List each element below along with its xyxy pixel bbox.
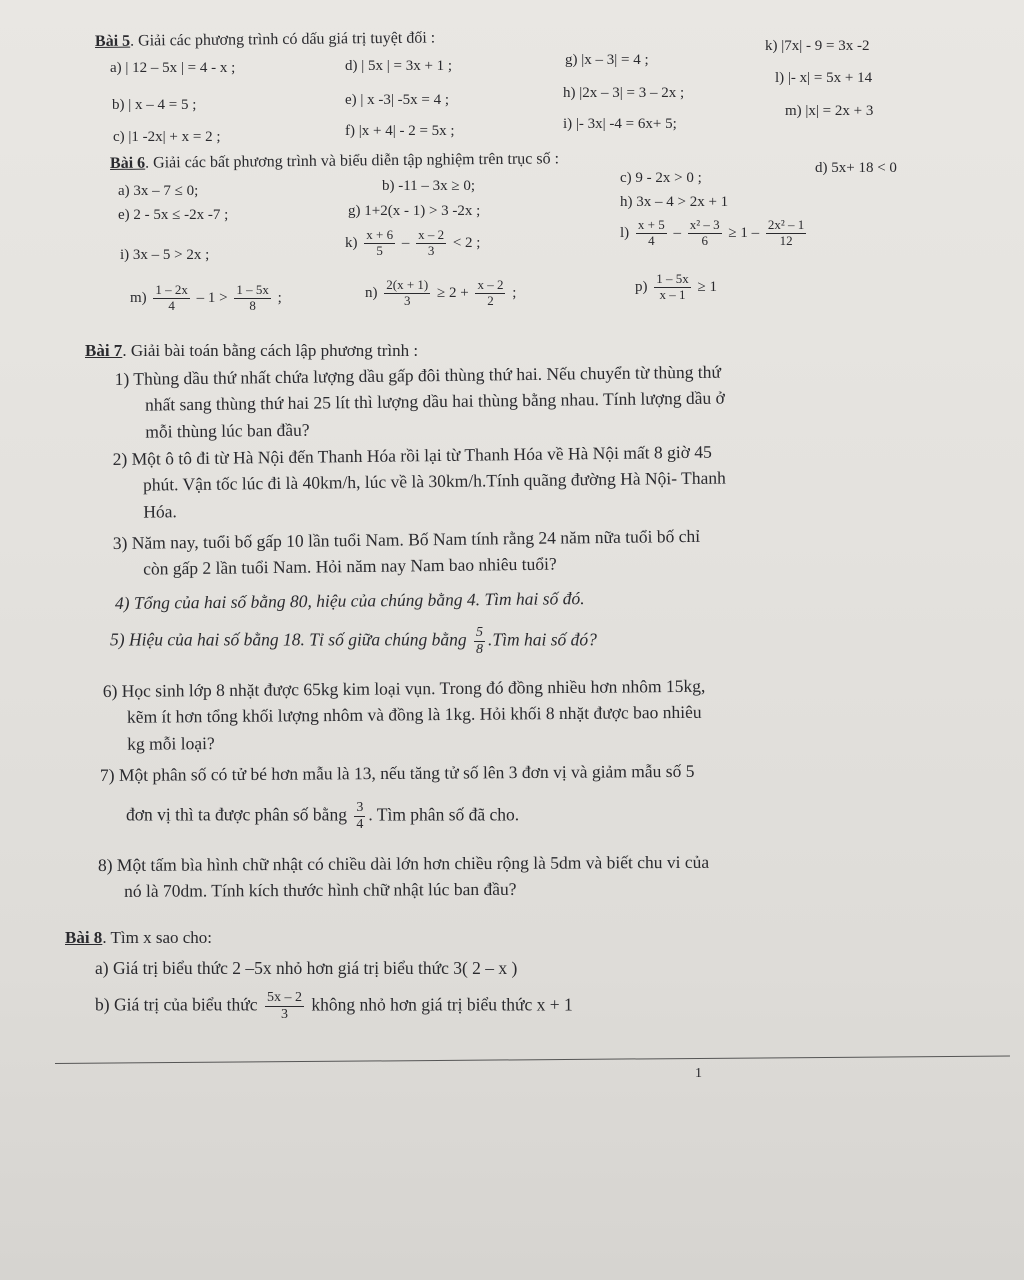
- bai8-item-a: a) Giá trị biểu thức 2 –5x nhỏ hơn giá trị biểu thức 3( 2 – x ): [95, 958, 518, 978]
- bai6-m-suffix: ;: [277, 289, 282, 306]
- frac-den: 3: [404, 292, 411, 308]
- bai6-item-b: b) -11 – 3x ≥ 0;: [382, 178, 476, 194]
- bai6-label: Bài 6: [109, 154, 146, 172]
- frac-den: 5: [376, 242, 383, 258]
- bai5-item-f: f) |x + 4| - 2 = 5x ;: [345, 123, 455, 139]
- bai6-item-a: a) 3x – 7 ≤ 0;: [118, 183, 199, 199]
- bai5-label: Bài 5: [94, 32, 131, 50]
- problem-2-line-1: 2) Một ô tô đi từ Hà Nội đến Thanh Hóa rồi lại từ Thanh Hóa về Hà Nội mất 8 giờ 45: [112, 441, 712, 470]
- frac-num: 2x² – 1: [767, 217, 805, 232]
- bai5-item-b: b) | x – 4 = 5 ;: [112, 97, 197, 113]
- problem-7-line-2: đơn vị thì ta được phân số bằng: [126, 804, 347, 825]
- frac-num: 5: [474, 625, 485, 642]
- bai6-item-i: i) 3x – 5 > 2x ;: [120, 247, 210, 263]
- frac-den: 4: [356, 817, 364, 833]
- problem-5-tail: .Tìm hai số đó?: [488, 629, 597, 650]
- bai6-p-suffix: ≥ 1: [697, 278, 717, 295]
- frac-den: 8: [249, 297, 256, 313]
- bai6-item-d: d) 5x+ 18 < 0: [815, 160, 897, 176]
- bai6-n-frac2: [475, 278, 505, 309]
- bai6-item-g: g) 1+2(x - 1) > 3 -2x ;: [348, 203, 481, 219]
- bai6-n-suffix: ;: [512, 284, 517, 301]
- bai6-n-op: ≥ 2 +: [437, 284, 469, 301]
- bai5-item-k: k) |7x| - 9 = 3x -2: [765, 38, 870, 54]
- frac-den: 3: [280, 1007, 288, 1023]
- problem-1-line-2: nhất sang thùng thứ hai 25 lít thì lượng dầu hai thùng bằng nhau. Tính lượng dầu ở: [144, 387, 725, 415]
- bai7-problem-7-cont: [126, 800, 519, 833]
- bai6-k-frac1: [364, 228, 395, 259]
- frac-den: 2: [487, 292, 494, 308]
- bai6-m-frac1: [153, 283, 190, 314]
- bai6-item-p: [635, 272, 717, 303]
- bai5-item-m: m) |x| = 2x + 3: [785, 103, 874, 119]
- bai6-n-frac1: [384, 278, 430, 309]
- problem-1-line-3: mỗi thùng lúc ban đầu?: [145, 419, 310, 442]
- frac-num: x² – 3: [689, 217, 720, 232]
- bai5-heading: [95, 29, 435, 51]
- frac-num: x + 5: [637, 217, 665, 232]
- bai7-problem-8: [98, 849, 709, 905]
- bai5-item-e: e) | x -3| -5x = 4 ;: [345, 92, 450, 108]
- frac-num: 3: [354, 800, 365, 817]
- bai5-item-d: d) | 5x | = 3x + 1 ;: [345, 58, 453, 74]
- frac-den: 8: [476, 642, 483, 658]
- bai5-item-l: l) |- x| = 5x + 14: [775, 70, 873, 86]
- bai5-item-g: g) |x – 3| = 4 ;: [565, 52, 649, 68]
- footer-divider: [55, 1055, 1010, 1064]
- bai5-item-c: c) |1 -2x| + x = 2 ;: [113, 129, 221, 145]
- frac-den: x – 1: [659, 286, 686, 302]
- frac-num: x – 2: [477, 277, 504, 292]
- problem-7-tail: . Tìm phân số đã cho.: [368, 804, 520, 825]
- bai6-item-c: c) 9 - 2x > 0 ;: [620, 170, 702, 186]
- bai7-problem-6: [103, 673, 706, 757]
- bai6-l-frac1: [636, 218, 667, 249]
- problem-7-line-1: 7) Một phân số có tử bé hơn mẫu là 13, nếu tăng tử số lên 3 đơn vị và giảm mẫu số 5: [99, 760, 695, 785]
- problem-6-line-3: kg mỗi loại?: [127, 732, 215, 754]
- problem-5-text: 5) Hiệu của hai số bằng 18. Tỉ số giữa chúng bằng: [110, 629, 467, 650]
- bai6-l-op: –: [673, 224, 682, 241]
- bai8-item-b: [95, 990, 573, 1023]
- bai7-problem-3: [113, 523, 701, 583]
- bai5-item-a: a) | 12 – 5x | = 4 - x ;: [110, 60, 236, 76]
- problem-5-fraction: [474, 625, 485, 658]
- bai6-item-e: e) 2 - 5x ≤ -2x -7 ;: [118, 207, 229, 223]
- bai7-problem-1: [115, 359, 726, 445]
- bai7-label: Bài 7: [85, 341, 123, 360]
- bai7-problem-4: 4) Tổng của hai số bằng 80, hiệu của chúng bằng 4. Tìm hai số đó.: [114, 588, 585, 613]
- frac-num: 2(x + 1): [386, 277, 429, 292]
- bai8-heading: [65, 928, 212, 948]
- problem-2-line-2: phút. Vận tốc lúc đi là 40km/h, lúc về là 30km/h.Tính quãng đường Hà Nội- Thanh: [142, 467, 726, 495]
- problem-8-line-2: nó là 70dm. Tính kích thước hình chữ nhật lúc ban đầu?: [124, 879, 517, 902]
- bai7-title: . Giải bài toán bằng cách lập phương trình :: [122, 341, 419, 360]
- bai8-title: . Tìm x sao cho:: [102, 928, 213, 947]
- frac-num: 1 – 5x: [656, 271, 689, 286]
- page-number: 1: [695, 1066, 702, 1081]
- problem-6-line-1: 6) Học sinh lớp 8 nhặt được 65kg kim loại vụn. Trong đó đồng nhiều hơn nhôm 15kg,: [102, 675, 706, 702]
- frac-den: 12: [779, 232, 793, 248]
- problem-7-fraction: [354, 800, 365, 833]
- bai6-m-frac2: [234, 283, 271, 314]
- bai6-m-prefix: m): [130, 289, 147, 306]
- bai8-label: Bài 8: [65, 928, 103, 947]
- bai6-heading: [110, 150, 559, 173]
- frac-num: 1 – 2x: [155, 282, 188, 297]
- frac-den: 6: [701, 232, 708, 248]
- bai6-k-suffix: < 2 ;: [452, 234, 481, 251]
- bai6-p-frac1: [654, 272, 691, 303]
- bai5-item-i: i) |- 3x| -4 = 6x+ 5;: [563, 116, 677, 132]
- bai6-p-prefix: p): [635, 278, 648, 295]
- bai6-l-prefix: l): [620, 224, 630, 241]
- problem-3-line-1: 3) Năm nay, tuổi bố gấp 10 lần tuổi Nam. Bố Nam tính rằng 24 năm nữa tuổi bố chỉ: [112, 525, 701, 554]
- problem-2-line-3: Hóa.: [143, 500, 177, 522]
- problem-1-line-1: 1) Thùng dầu thứ nhất chứa lượng dầu gấp đôi thùng thứ hai. Nếu chuyển từ thùng thứ: [114, 361, 722, 390]
- bai6-l-op2: ≥ 1 –: [728, 224, 760, 241]
- bai6-item-n: [365, 278, 516, 309]
- bai6-item-m: [130, 283, 282, 314]
- bai6-l-frac3: [766, 218, 806, 249]
- bai7-problem-2: [113, 439, 727, 525]
- bai5-title: . Giải các phương trình có dấu giá trị tuyệt đối :: [130, 29, 436, 50]
- frac-den: 4: [168, 297, 175, 313]
- bai7-heading: [85, 341, 418, 361]
- frac-num: x + 6: [366, 227, 394, 242]
- problem-8-line-1: 8) Một tấm bìa hình chữ nhật có chiều dài lớn hơn chiều rộng là 5dm và biết chu vi của: [97, 851, 710, 876]
- frac-den: 3: [427, 242, 435, 258]
- bai6-k-prefix: k): [345, 234, 358, 251]
- frac-den: 4: [648, 232, 655, 248]
- bai6-item-k: [345, 228, 480, 259]
- problem-3-line-2: còn gấp 2 lần tuổi Nam. Hỏi năm nay Nam bao nhiêu tuổi?: [143, 553, 557, 579]
- frac-num: 5x – 2: [265, 990, 304, 1007]
- bai5-item-h: h) |2x – 3| = 3 – 2x ;: [563, 85, 685, 101]
- bai7-problem-7: [100, 758, 695, 788]
- bai6-k-op: –: [401, 234, 410, 251]
- problem-6-line-2: kẽm ít hơn tổng khối lượng nhôm và đồng là 1kg. Hỏi khối 8 nhặt được bao nhiêu: [126, 702, 702, 728]
- bai8-b-text: b) Giá trị của biểu thức: [95, 994, 258, 1015]
- bai6-k-frac2: [416, 228, 446, 259]
- bai8-b-fraction: [265, 990, 304, 1023]
- bai6-item-l: [620, 218, 809, 249]
- frac-num: x – 2: [418, 227, 445, 242]
- bai6-n-prefix: n): [365, 284, 378, 301]
- bai7-problem-5: [110, 625, 597, 658]
- bai6-l-frac2: [688, 218, 722, 249]
- frac-num: 1 – 5x: [236, 282, 269, 297]
- bai6-m-op: – 1 >: [196, 289, 228, 306]
- bai6-title: . Giải các bất phương trình và biểu diễn tập nghiệm trên trục số :: [145, 150, 560, 172]
- bai8-b-tail: không nhỏ hơn giá trị biểu thức x + 1: [311, 994, 573, 1015]
- bai6-item-h: h) 3x – 4 > 2x + 1: [620, 194, 729, 210]
